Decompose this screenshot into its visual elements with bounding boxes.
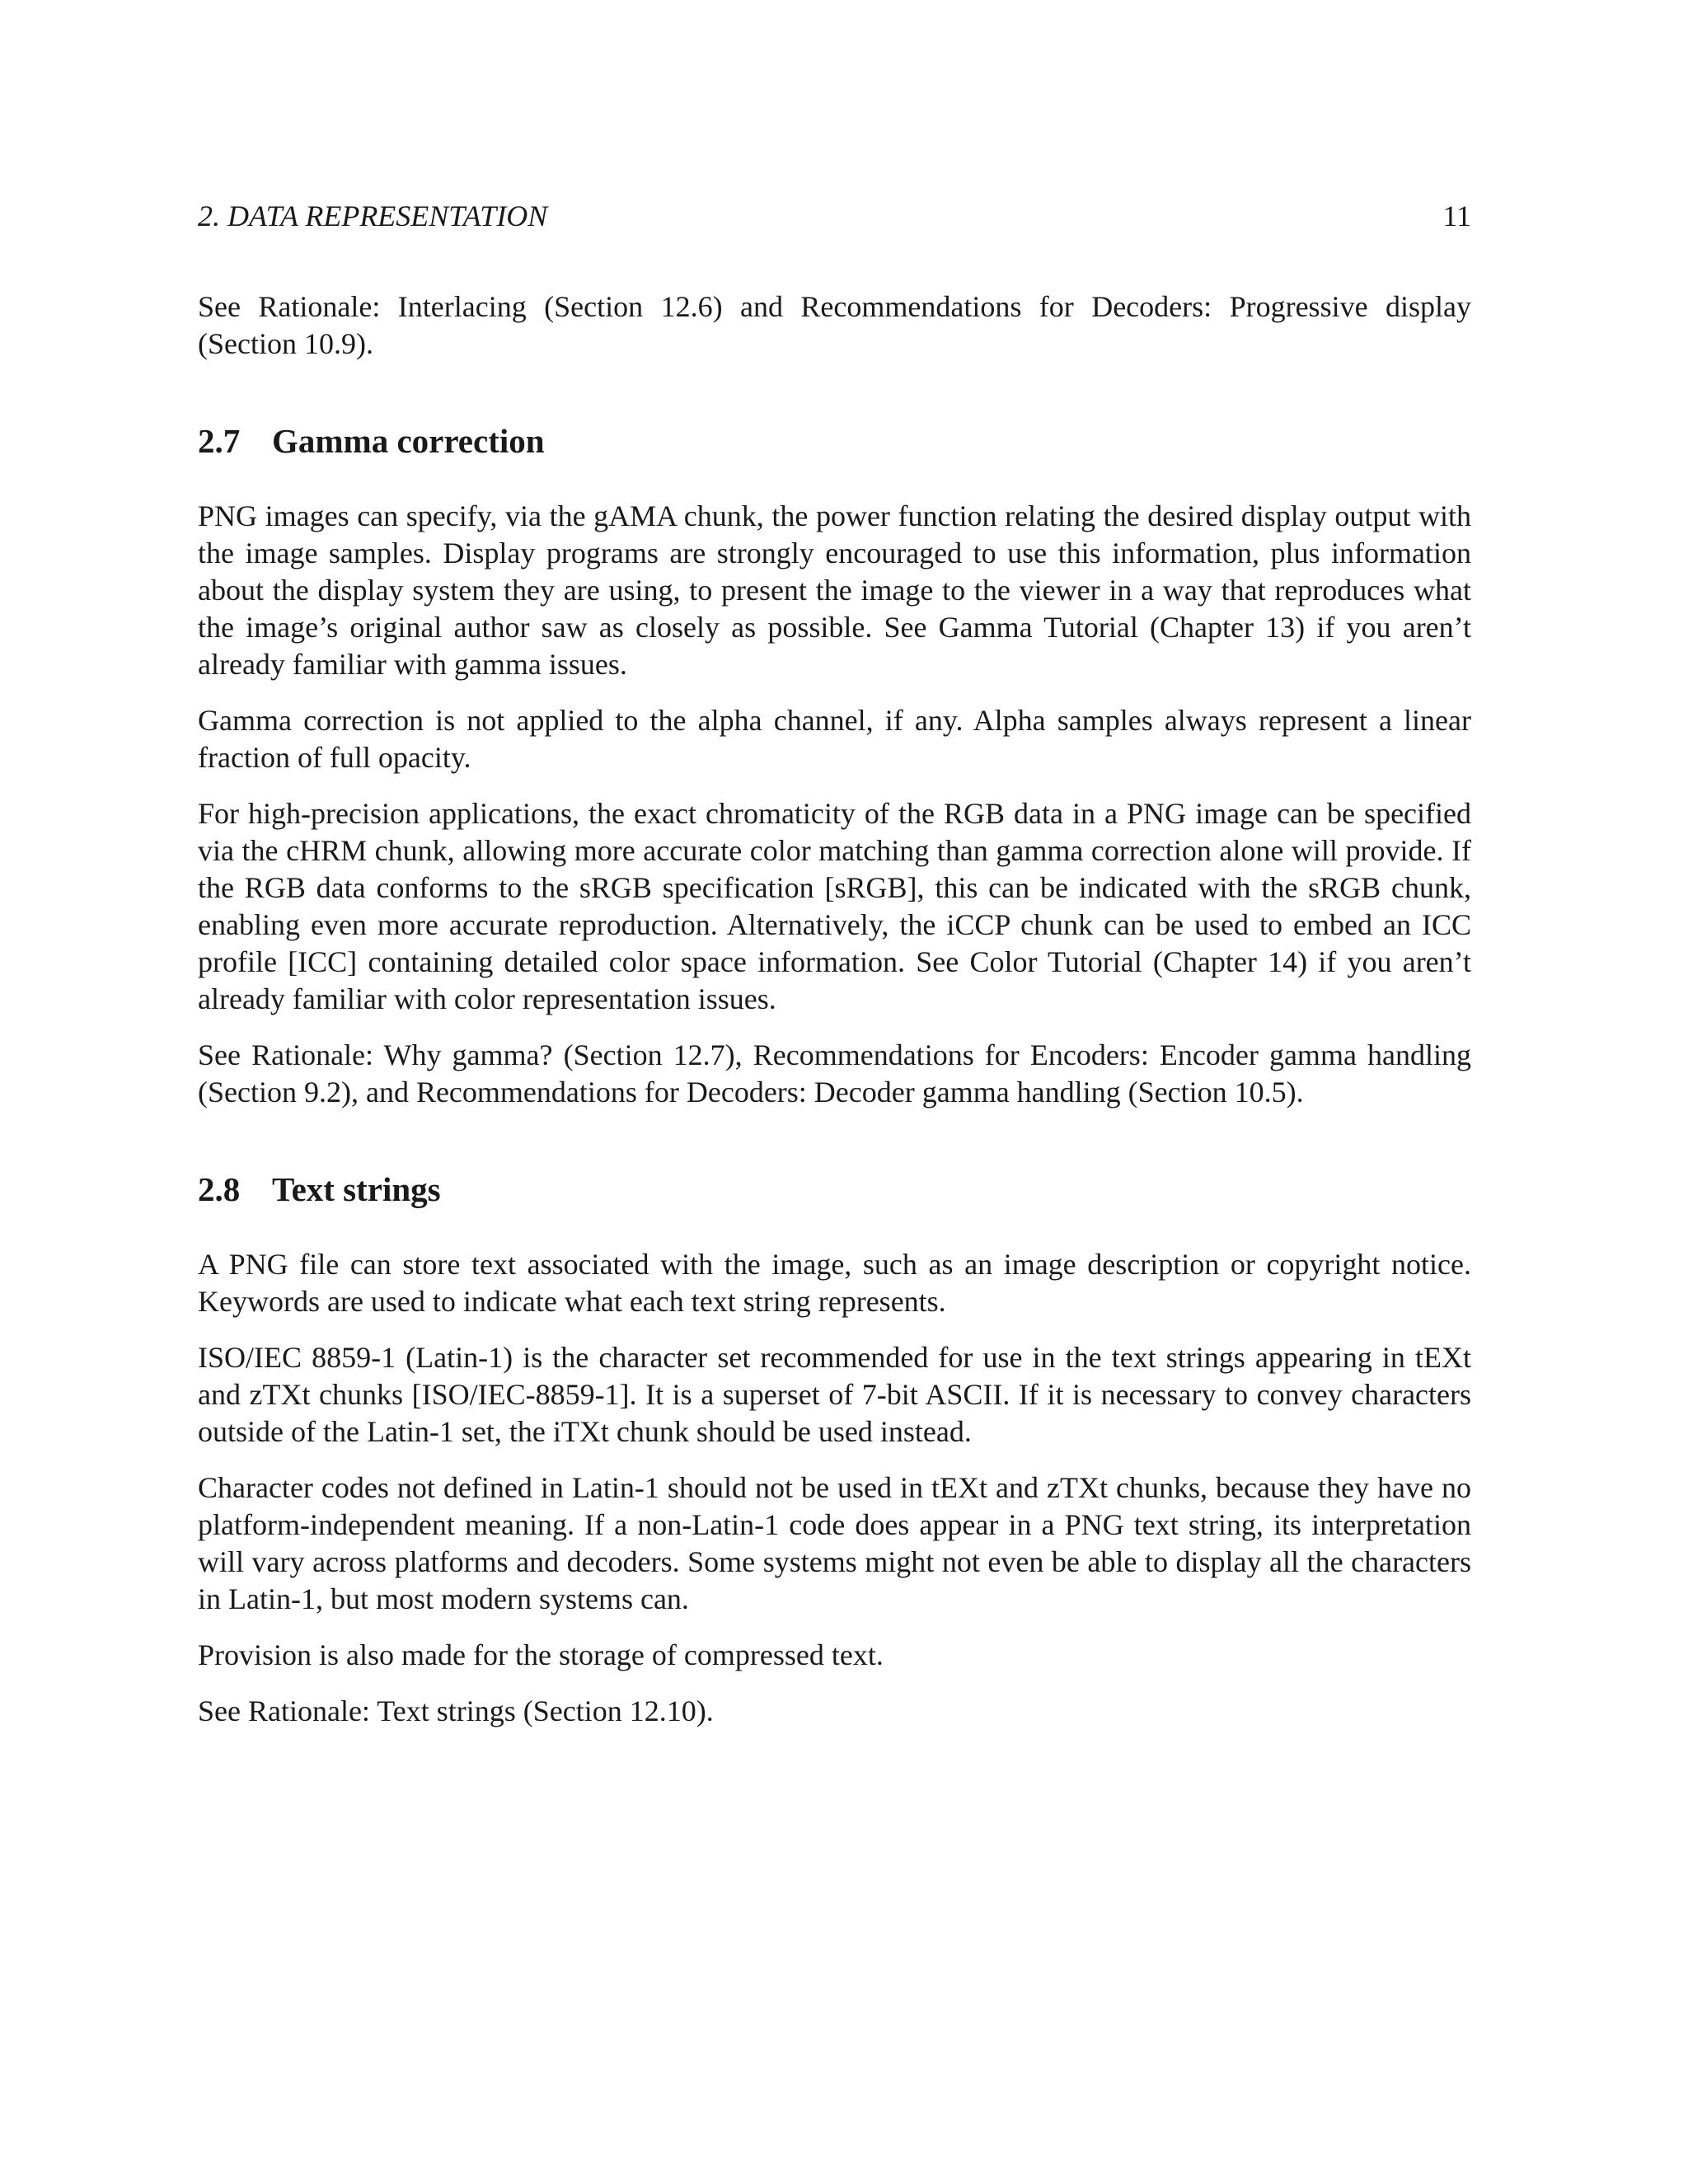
section-title: Gamma correction (272, 422, 545, 460)
paragraph: ISO/IEC 8859-1 (Latin-1) is the character set recommended for use in the text strings appearing in tEXt and zTXt chunks [ISO/IEC-8859-1]. It is a superset of 7-bit ASCII. If it is necessary to convey characters outside of the Latin-1 set, the iTXt chunk should be used instead. (198, 1341, 1471, 1448)
section-title: Text strings (272, 1170, 441, 1208)
section-number: 2.7 (198, 422, 241, 460)
section-heading-text-strings (198, 1169, 1471, 1210)
paragraph: PNG images can specify, via the gAMA chunk, the power function relating the desired display output with the image samples. Display programs are strongly encouraged to use this information, plus information about the display system they are using, to present the image to the viewer in a way that reproduces what the image’s original author saw as closely as possible. See Gamma Tutorial (Chapter 13) if you aren’t already familiar with gamma issues. (198, 499, 1471, 681)
section-heading-gamma-correction (198, 420, 1471, 462)
paragraph: Gamma correction is not applied to the alpha channel, if any. Alpha samples always represent a linear fraction of full opacity. (198, 704, 1471, 774)
paragraph: For high-precision applications, the exact chromaticity of the RGB data in a PNG image can be specified via the cHRM chunk, allowing more accurate color matching than gamma correction alone will provide. If the RGB data conforms to the sRGB specification [sRGB], this can be indicated with the sRGB chunk, enabling even more accurate reproduction. Alternatively, the iCCP chunk can be used to embed an ICC profile [ICC] containing detailed color space information. See Color Tutorial (Chapter 14) if you aren’t already familiar with color representation issues. (198, 797, 1471, 1015)
paragraph: See Rationale: Text strings (Section 12.10). (198, 1694, 714, 1727)
section-number: 2.8 (198, 1170, 241, 1208)
paragraph: Character codes not defined in Latin-1 should not be used in tEXt and zTXt chunks, because they have no platform-independent meaning. If a non-Latin-1 code does appear in a PNG text string, its interpretation will vary across platforms and decoders. Some systems might not even be able to display all the characters in Latin-1, but most modern systems can. (198, 1471, 1471, 1615)
document-page (198, 198, 1471, 1730)
running-header (198, 198, 1471, 234)
paragraph: See Rationale: Why gamma? (Section 12.7), Recommendations for Encoders: Encoder gamma handling (Section 9.2), and Recommendations for Decoders: Decoder gamma handling (Section 10.5). (198, 1038, 1471, 1108)
page-number: 11 (1442, 199, 1471, 232)
paragraph: A PNG file can store text associated with the image, such as an image description or copyright notice. Keywords are used to indicate what each text string represents. (198, 1248, 1471, 1318)
intro-paragraph: See Rationale: Interlacing (Section 12.6) and Recommendations for Decoders: Progressive display (Section 10.9). (198, 290, 1471, 360)
paragraph: Provision is also made for the storage of compressed text. (198, 1638, 884, 1671)
chapter-title: 2. DATA REPRESENTATION (198, 199, 548, 232)
